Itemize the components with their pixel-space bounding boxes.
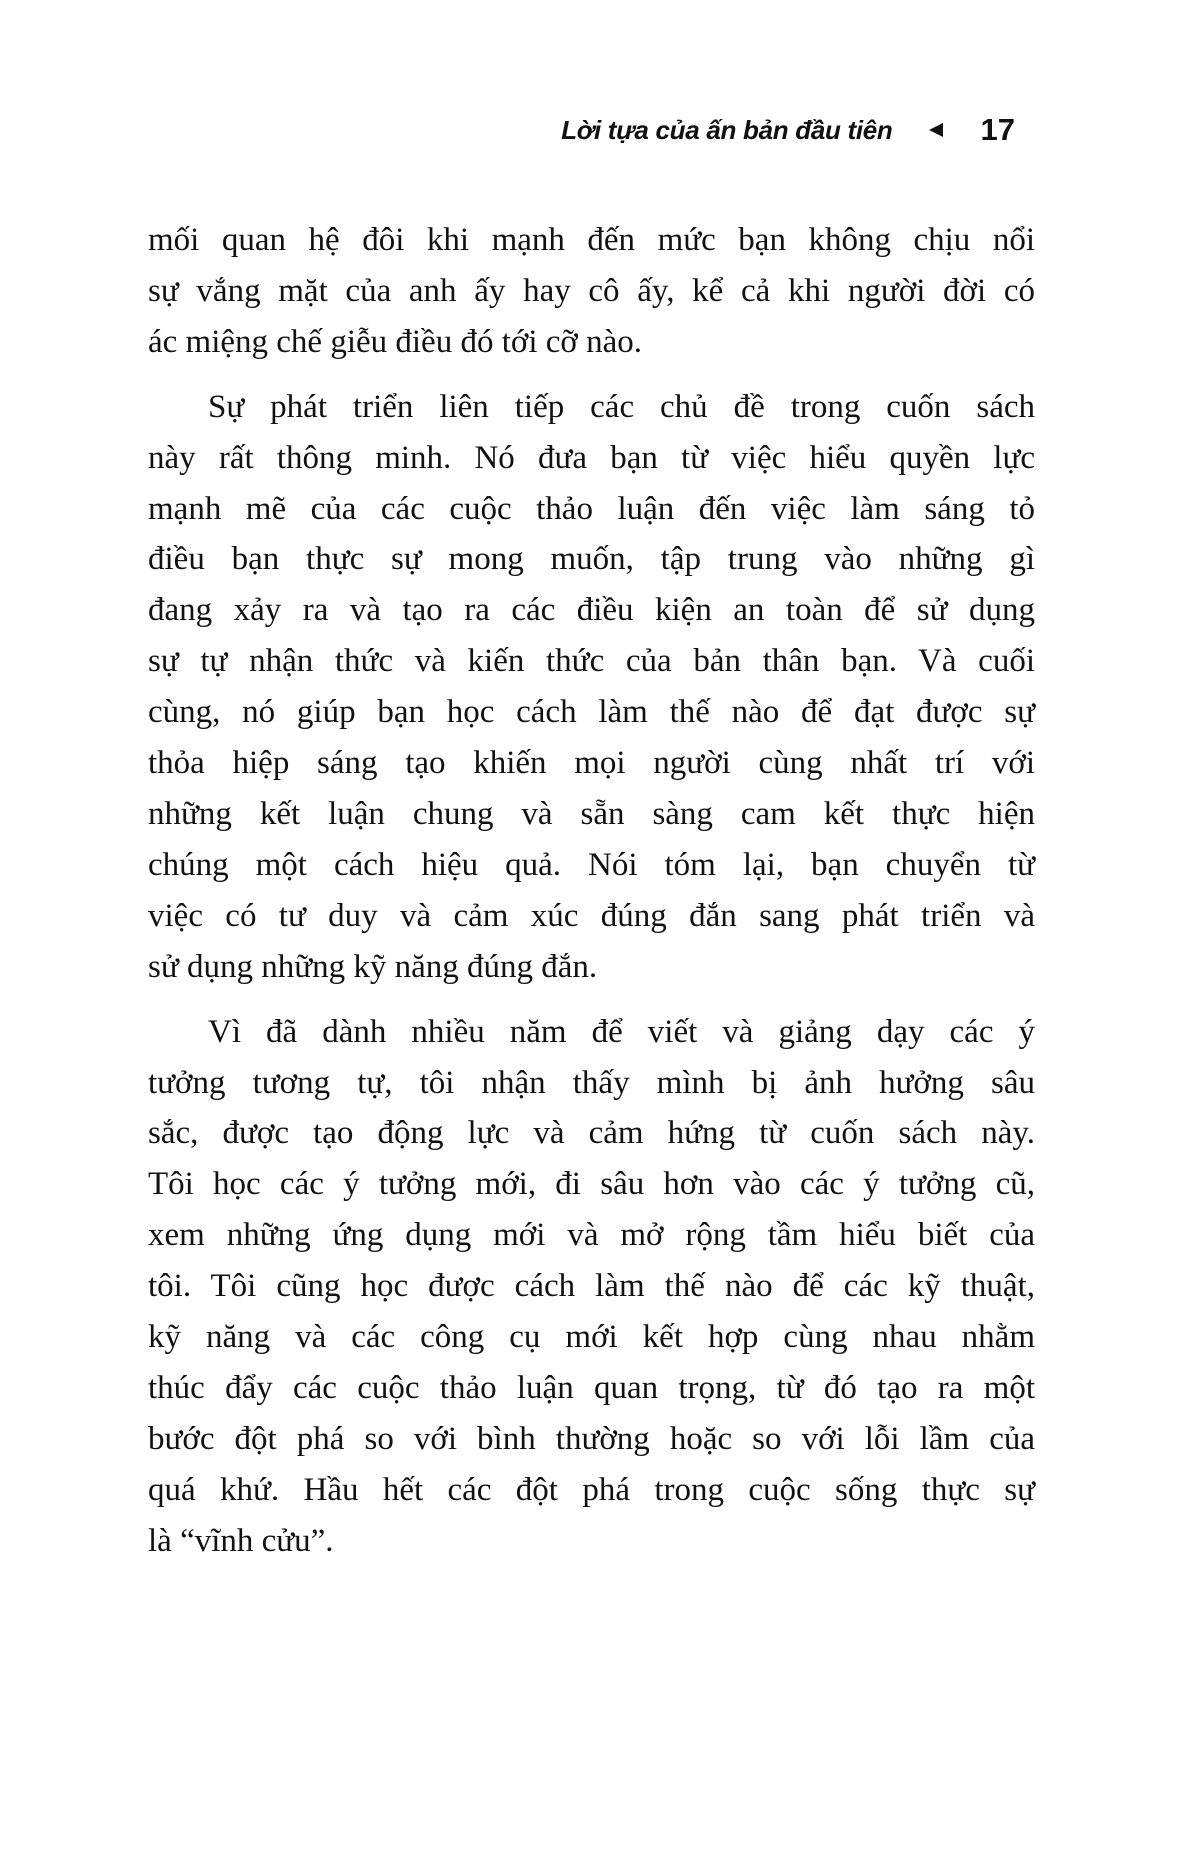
text-line: Tôi học các ý tưởng mới, đi sâu hơn vào các ý tưởng cũ, [148,1166,1035,1203]
text-line: điều bạn thực sự mong muốn, tập trung vào những gì [148,541,1035,578]
text-line: bước đột phá so với bình thường hoặc so với lỗi lầm của [148,1420,1035,1457]
text-line: thúc đẩy các cuộc thảo luận quan trọng, từ đó tạo ra một [148,1369,1035,1406]
page-number: 17 [980,112,1015,147]
text-line: cùng, nó giúp bạn học cách làm thế nào để đạt được sự [148,694,1035,731]
text-line: này rất thông minh. Nó đưa bạn từ việc hiểu quyền lực [148,439,1035,476]
text-line: việc có tư duy và cảm xúc đúng đắn sang phát triển và [148,897,1035,934]
paragraph-1 [148,215,1035,368]
text-line: là “vĩnh cửu”. [148,1522,334,1559]
chapter-title: Lời tựa của ấn bản đầu tiên [561,114,893,145]
text-line: đang xảy ra và tạo ra các điều kiện an toàn để sử dụng [148,592,1035,629]
text-line: mối quan hệ đôi khi mạnh đến mức bạn không chịu nổi [148,222,1035,258]
text-line: tôi. Tôi cũng học được cách làm thế nào để các kỹ thuật, [148,1268,1035,1305]
text-line: tưởng tương tự, tôi nhận thấy mình bị ảnh hưởng sâu [148,1064,1035,1101]
text-line: quá khứ. Hầu hết các đột phá trong cuộc sống thực sự [148,1471,1035,1508]
running-head [561,112,1015,148]
text-line: kỹ năng và các công cụ mới kết hợp cùng nhau nhằm [148,1319,1035,1356]
text-line: sự tự nhận thức và kiến thức của bản thân bạn. Và cuối [148,643,1035,680]
text-line: Vì đã dành nhiều năm để viết và giảng dạy các ý [208,1013,1035,1050]
text-line: Sự phát triển liên tiếp các chủ đề trong cuốn sách [208,388,1035,425]
text-line: mạnh mẽ của các cuộc thảo luận đến việc làm sáng tỏ [148,490,1035,527]
body-text [148,215,1035,1567]
text-line: thỏa hiệp sáng tạo khiến mọi người cùng nhất trí với [148,745,1035,782]
paragraph-3 [148,1007,1035,1567]
text-line: chúng một cách hiệu quả. Nói tóm lại, bạn chuyển từ [148,846,1035,883]
left-triangle-icon [929,123,943,137]
text-line: sử dụng những kỹ năng đúng đắn. [148,948,598,985]
paragraph-2 [148,382,1035,993]
text-line: sự vắng mặt của anh ấy hay cô ấy, kể cả khi người đời có [148,272,1035,309]
text-line: ác miệng chế giễu điều đó tới cỡ nào. [148,323,642,360]
text-line: những kết luận chung và sẵn sàng cam kết thực hiện [148,795,1035,832]
text-line: sắc, được tạo động lực và cảm hứng từ cuốn sách này. [148,1115,1035,1152]
text-line: xem những ứng dụng mới và mở rộng tầm hiểu biết của [148,1217,1035,1254]
